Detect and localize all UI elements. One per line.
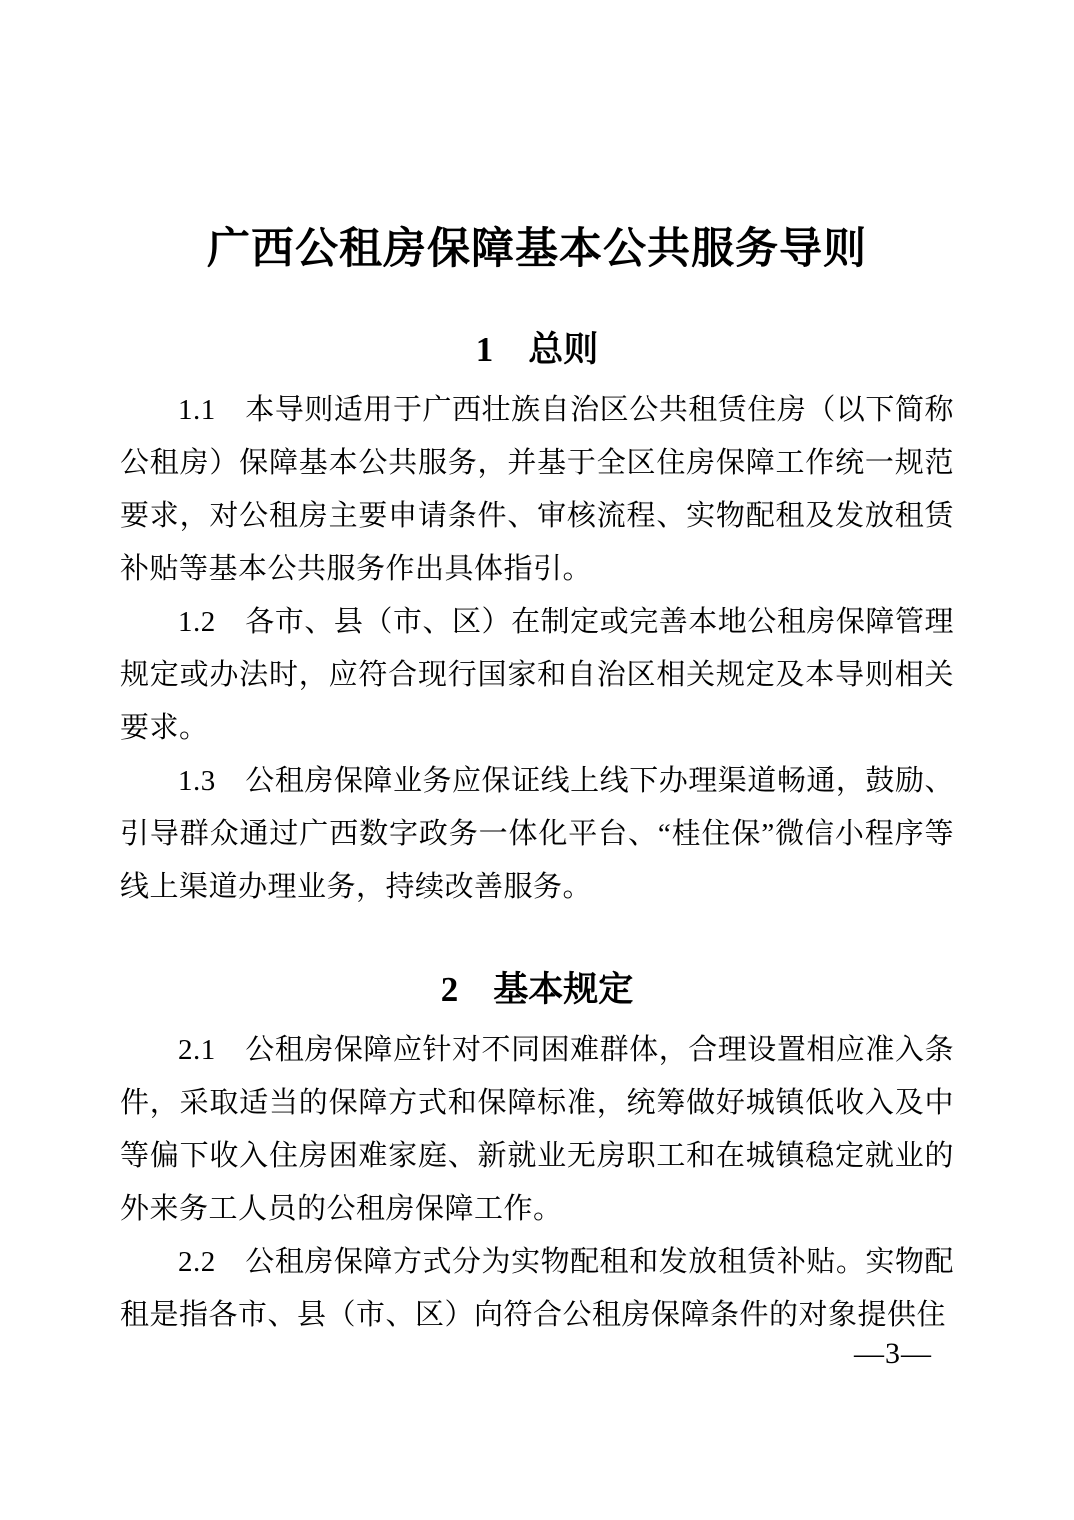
- section-heading-general-provisions: 1 总则: [475, 330, 599, 369]
- paragraph-2-2-truncated: 2.2 公租房保障方式分为实物配租和发放租赁补贴。实物配租是指各市、县（市、区）向符合公租房保障条件的对象提供住: [120, 1246, 954, 1331]
- paragraph-1-2: 1.2 各市、县（市、区）在制定或完善本地公租房保障管理规定或办法时，应符合现行国家和自治区相关规定及本导则相关要求。: [120, 606, 954, 744]
- section-heading-basic-rules: 2 基本规定: [440, 970, 634, 1009]
- document-title: 广西公租房保障基本公共服务导则: [207, 226, 867, 273]
- page-number: —3—: [854, 1337, 932, 1370]
- paragraph-1-3: 1.3 公租房保障业务应保证线上线下办理渠道畅通，鼓励、引导群众通过广西数字政务一体化平台、“桂住保”微信小程序等线上渠道办理业务，持续改善服务。: [120, 765, 954, 903]
- paragraph-1-1: 1.1 本导则适用于广西壮族自治区公共租赁住房（以下简称公租房）保障基本公共服务，并基于全区住房保障工作统一规范要求，对公租房主要申请条件、审核流程、实物配租及发放租赁补贴等基本公共服务作出具体指引。: [120, 394, 954, 585]
- paragraph-2-1: 2.1 公租房保障应针对不同困难群体，合理设置相应准入条件，采取适当的保障方式和保障标准，统筹做好城镇低收入及中等偏下收入住房困难家庭、新就业无房职工和在城镇稳定就业的外来务工人员的公租房保障工作。: [120, 1034, 954, 1225]
